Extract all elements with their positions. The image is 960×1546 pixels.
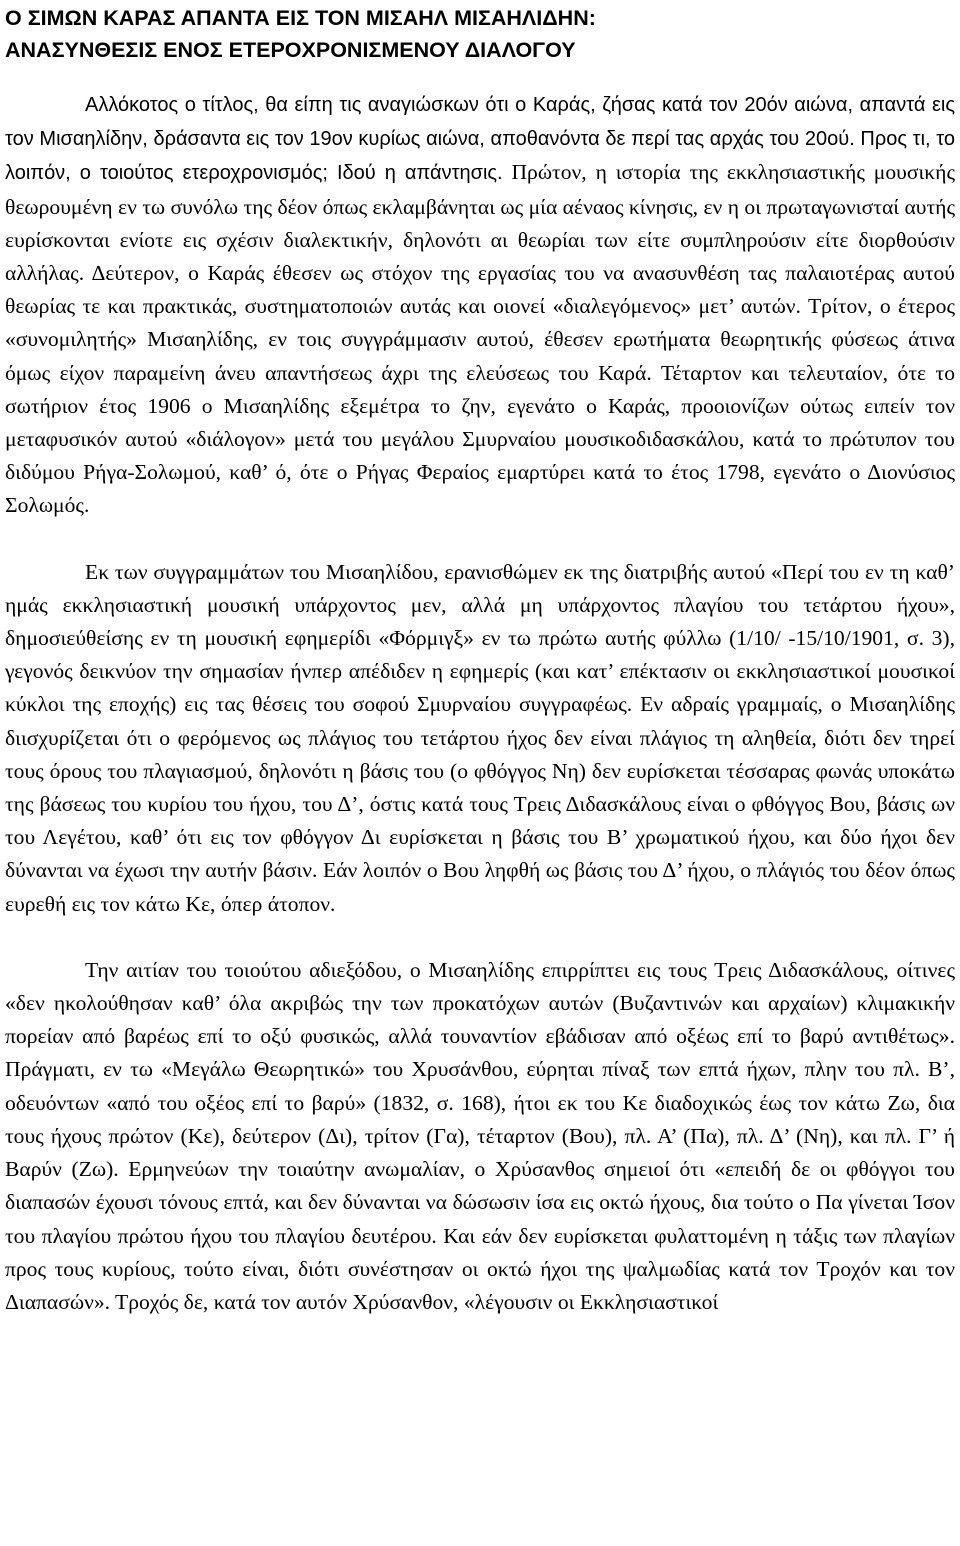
document-page bbox=[5, 2, 955, 1319]
paragraph-3: Την αιτίαν του τοιούτου αδιεξόδου, ο Μισαηλίδης επιρρίπτει εις τους Τρεις Διδασκάλους, οίτινες «δεν ηκολούθησαν καθ’ όλα ακριβώς την των προκατόχων αυτών (Βυζαντινών και αρχαίων) κλιμακικήν πορείαν από βαρέως επί το οξύ φυσικώς, αλλά τουναντίον εβάδισαν από οξέως επί το βαρύ αντιθέτως». Πράγματι, εν τω «Μεγάλω Θεωρητικώ» του Χρυσάνθου, εύρηται πίναξ των επτά ήχων, πλην του πλ. Β’, οδευόντων «από του οξέος επί το βαρύ» (1832, σ. 168), ήτοι εκ του Κε διαδοχικώς έως τον κάτω Ζω, δια τους ήχους πρώτον (Κε), δεύτερον (Δι), τρίτον (Γα), τέταρτον (Βου), πλ. Α’ (Πα), πλ. Δ’ (Νη), και πλ. Γ’ ή Βαρύν (Ζω). Ερμηνεύων την τοιαύτην ανωμαλίαν, ο Χρύσανθος σημειοί ότι «επειδή δε οι φθόγγοι του διαπασών έχουσι τόνους επτά, και δεν δύνανται να δώσωσιν ίσα εις οκτώ ήχους, δια τούτο ο Πα γίνεται Ίσον του πλαγίου πρώτου ήχου του πλαγίου δευτέρου. Και εάν δεν ευρίσκεται φυλαττομένη η τάξις των πλαγίων προς τους κυρίους, τούτο είναι, διότι συνέστησαν οι οκτώ ήχοι της ψαλμωδίας κατά τον Τροχόν και τον Διαπασών». Τροχός δε, κατά τον αυτόν Χρύσανθον, «λέγουσιν οι Εκκλησιαστικοί bbox=[5, 957, 955, 1314]
paragraph-2: Εκ των συγγραμμάτων του Μισαηλίδου, ερανισθώμεν εκ της διατριβής αυτού «Περί του εν τη καθ’ ημάς εκκλησιαστική μουσική υπάρχοντος μεν, αλλά μη υπάρχοντος πλαγίου του τετάρτου ήχου», δημοσιεύθείσης εν τη μουσική εφημερίδι «Φόρμιγξ» εν τω πρώτω αυτής φύλλω (1/10/ -15/10/1901, σ. 3), γεγονός δεικνύον την σημασίαν ήνπερ απέδιδεν η εφημερίς (και κατ’ επέκτασιν οι εκκλησιαστικοί μουσικοί κύκλοι της εποχής) εις τας θέσεις του σοφού Σμυρναίου συγγραφέως. Εν αδραίς γραμμαίς, ο Μισαηλίδης διισχυρίζεται ότι ο φερόμενος ως πλάγιος του τετάρτου ήχος δεν είναι πλάγιος τη αληθεία, διότι δεν τηρεί τους όρους του πλαγιασμού, δηλονότι η βάσις του (ο φθόγγος Νη) δεν ευρίσκεται τέσσαρας φωνάς υποκάτω της βάσεως του κυρίου του ήχου, του Δ’, όστις κατά τους Τρεις Διδασκάλους είναι ο φθόγγος Βου, βάσις ων του Λεγέτου, καθ’ ότι εις τον φθόγγον Δι ευρίσκεται η βάσις του Β’ χρωματικού ήχου, και δύο ήχοι δεν δύνανται να έχωσι την αυτήν βάσιν. Εάν λοιπόν ο Βου ληφθή ως βάσις του Δ’ ήχου, ο πλάγιός του δέον όπως ευρεθή εις τον κάτω Κε, όπερ άτοπον. bbox=[5, 559, 955, 916]
title-line-2: ΑΝΑΣΥΝΘΕΣΙΣ ΕΝΟΣ ΕΤΕΡΟΧΡΟΝΙΣΜΕΝΟΥ ΔΙΑΛΟΓΟΥ bbox=[5, 38, 576, 62]
paragraph-1-body: Πρώτον, η ιστορία της εκκλησιαστικής μουσικής θεωρουμένη εν τω συνόλω της δέον όπως εκλαμβάνηται ως μία αέναος κίνησις, εν η οι πρωταγωνισταί αυτής ευρίσκονται ενίοτε εις σχέσιν διαλεκτικήν, δηλονότι αι θεωρίαι των είτε συμπληρούσιν είτε διορθούσιν αλλήλας. Δεύτερον, ο Καράς έθεσεν ως στόχον της εργασίας του να ανασυνθέση τας παλαιοτέρας αυτού θεωρίας τε και πρακτικάς, συστηματοποιών αυτάς και οιονεί «διαλεγόμενος» μετ’ αυτών. Τρίτον, ο έτερος «συνομιλητής» Μισαηλίδης, εν τοις συγγράμμασιν αυτού, έθεσεν ερωτήματα θεωρητικής φύσεως άτινα όμως είχον παραμείνη άνευ απαντήσεως άχρι της ελεύσεως του Καρά. Τέταρτον και τελευταίον, ότε το σωτήριον έτος 1906 ο Μισαηλίδης εξεμέτρα το ζην, εγενάτο ο Καράς, προοιονίζων ούτως ειπείν τον μεταφυσικόν αυτού «διάλογον» μετά του μεγάλου Σμυρναίου μουσικοδιδασκάλου, κατά το πρώτυπον του διδύμου Ρήγα-Σολωμού, καθ’ ό, ότε ο Ρήγας Φεραίος εμαρτύρει κατά το έτος 1798, εγενάτο ο Διονύσιος Σολωμός. bbox=[5, 160, 955, 518]
spacer bbox=[5, 921, 955, 954]
paragraph-1-opening: Αλλόκοτος ο τίτλος, θα είπη τις αναγιώσκων ότι ο Καράς, ζήσας κατά τον 20όν αιώνα, απαντά εις τον Μισαηλίδην, δράσαντα εις τον 19ον κυρίως αιώνα, αποθανόντα δε περί τας αρχάς του 20ού. Προς τι, το λοιπόν, ο τοιούτος ετεροχρονισμός; Ιδού η απάντησις. bbox=[5, 94, 955, 185]
paragraph-1 bbox=[5, 88, 955, 523]
spacer bbox=[5, 523, 955, 556]
spacer bbox=[5, 66, 955, 88]
title-line-1: Ο ΣΙΜΩΝ ΚΑΡΑΣ ΑΠΑΝΤΑ ΕΙΣ ΤΟΝ ΜΙΣΑΗΛ ΜΙΣΑΗΛΙΔΗΝ: bbox=[5, 6, 596, 30]
document-title bbox=[5, 2, 955, 66]
